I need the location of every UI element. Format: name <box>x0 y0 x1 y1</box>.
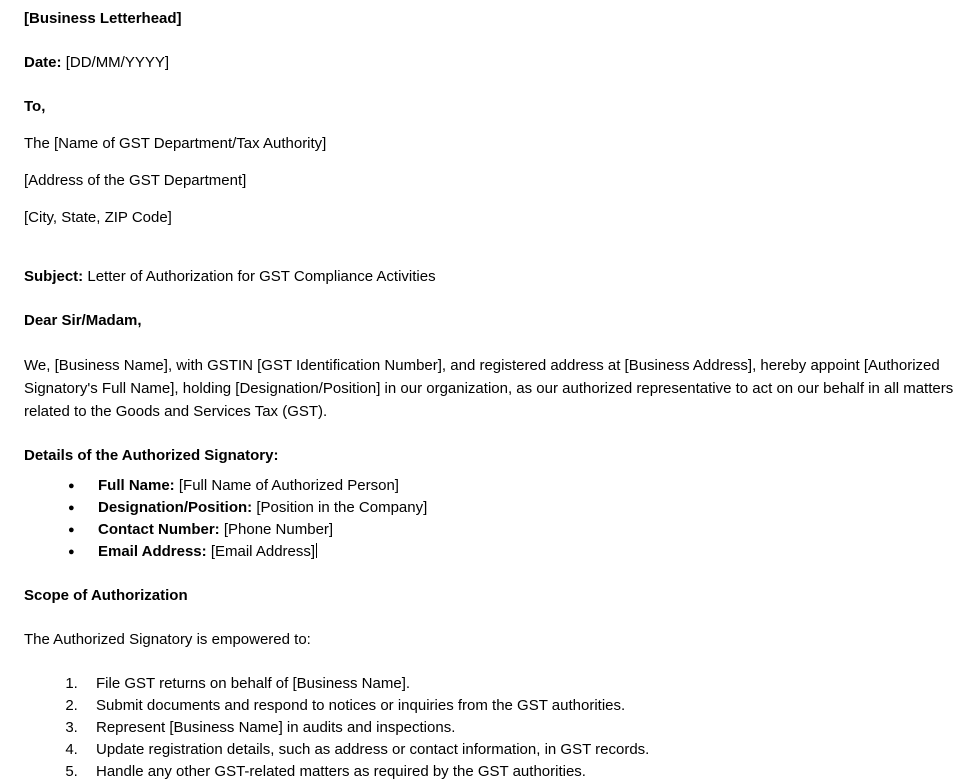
details-heading: Details of the Authorized Signatory: <box>24 447 279 464</box>
scope-of-authorization-list <box>24 673 956 783</box>
recipient-line-1: The [Name of GST Department/Tax Authority] <box>24 135 327 152</box>
detail-value: [Position in the Company] <box>256 499 428 516</box>
spacer <box>24 467 956 475</box>
subject-value: Letter of Authorization for GST Compliance Activities <box>87 268 436 285</box>
spacer <box>24 563 956 585</box>
subject-line <box>24 266 956 288</box>
detail-label: Email Address: <box>98 543 207 560</box>
list-item: 1. File GST returns on behalf of [Business Name]. <box>82 673 956 695</box>
spacer <box>24 244 956 266</box>
list-item <box>68 475 956 497</box>
text-cursor <box>316 543 317 558</box>
date-line <box>24 52 956 74</box>
salutation: Dear Sir/Madam, <box>24 312 142 329</box>
spacer <box>24 651 956 673</box>
spacer <box>24 607 956 629</box>
recipient-block <box>24 96 956 229</box>
detail-label: Designation/Position: <box>98 499 253 516</box>
scope-heading: Scope of Authorization <box>24 587 188 604</box>
spacer <box>24 30 956 52</box>
spacer <box>24 332 956 354</box>
spacer <box>24 74 956 96</box>
detail-value: [Email Address] <box>210 543 316 560</box>
detail-label: Contact Number: <box>98 521 220 538</box>
body-paragraph: We, [Business Name], with GSTIN [GST Identification Number], and registered address at [Business Address], hereby appoint [Authorized Signatory's Full Name], holding [Designation/Position] in our organization, as our authorized representative to act on our behalf in all matters related to the Goods and Services Tax (GST). <box>24 357 954 420</box>
detail-value: [Phone Number] <box>223 521 334 538</box>
list-item: 5. Handle any other GST-related matters as required by the GST authorities. <box>82 761 956 783</box>
list-item: 3. Represent [Business Name] in audits and inspections. <box>82 717 956 739</box>
recipient-line-3: [City, State, ZIP Code] <box>24 209 172 226</box>
list-item: 4. Update registration details, such as address or contact information, in GST records. <box>82 739 956 761</box>
subject-label: Subject: <box>24 268 84 285</box>
detail-label: Full Name: <box>98 477 175 494</box>
letterhead: [Business Letterhead] <box>24 10 182 27</box>
recipient-line-2: [Address of the GST Department] <box>24 172 247 189</box>
list-item <box>68 519 956 541</box>
spacer <box>24 423 956 445</box>
scope-intro: The Authorized Signatory is empowered to: <box>24 631 311 648</box>
spacer <box>24 288 956 310</box>
detail-value: [Full Name of Authorized Person] <box>178 477 399 494</box>
list-item <box>68 541 956 563</box>
date-value: [DD/MM/YYYY] <box>65 54 170 71</box>
authorized-signatory-details-list <box>24 475 956 563</box>
date-label: Date: <box>24 54 62 71</box>
list-item <box>68 497 956 519</box>
list-item: 2. Submit documents and respond to notices or inquiries from the GST authorities. <box>82 695 956 717</box>
recipient-to-label: To, <box>24 98 46 115</box>
